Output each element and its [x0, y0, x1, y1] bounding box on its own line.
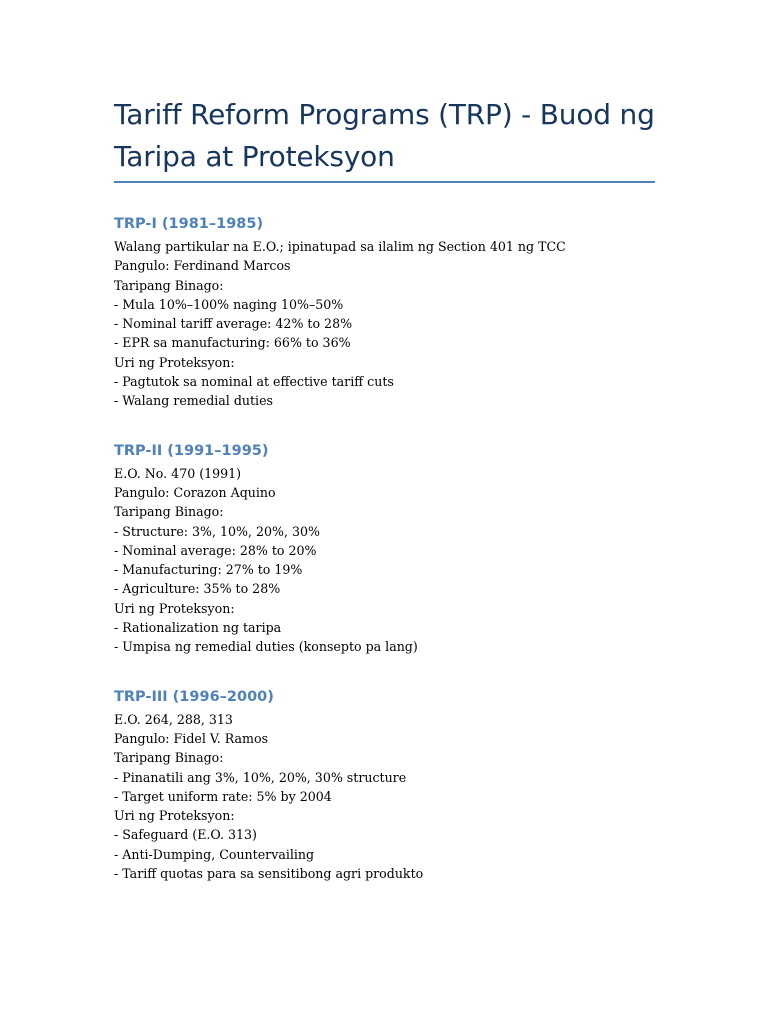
section-heading: TRP-I (1981–1985)	[114, 216, 264, 232]
section-line: Uri ng Proteksyon:	[114, 600, 235, 616]
section-line: Pangulo: Fidel V. Ramos	[114, 730, 269, 746]
section-line: Taripang Binago:	[114, 504, 224, 520]
section-line: - Safeguard (E.O. 313)	[114, 827, 257, 843]
section-line: - Agriculture: 35% to 28%	[114, 581, 281, 597]
section-body	[114, 710, 655, 884]
section-line: - Tariff quotas para sa sensitibong agri produkto	[114, 866, 424, 882]
section-line: - Nominal average: 28% to 20%	[114, 542, 317, 558]
section-line: Uri ng Proteksyon:	[114, 354, 235, 370]
section-line: - Mula 10%–100% naging 10%–50%	[114, 296, 344, 312]
document-title: Tariff Reform Programs (TRP) - Buod ng Taripa at Proteksyon	[114, 98, 655, 173]
section-line: - Nominal tariff average: 42% to 28%	[114, 316, 353, 332]
section-trp-3	[114, 687, 655, 884]
section-trp-1	[114, 214, 655, 411]
section-body	[114, 237, 655, 411]
section-line: Pangulo: Corazon Aquino	[114, 484, 276, 500]
section-line: E.O. No. 470 (1991)	[114, 465, 242, 481]
section-line: - Walang remedial duties	[114, 393, 274, 409]
section-line: Taripang Binago:	[114, 750, 224, 766]
section-trp-2	[114, 441, 655, 657]
section-line: Uri ng Proteksyon:	[114, 808, 235, 824]
section-line: Walang partikular na E.O.; ipinatupad sa ilalim ng Section 401 ng TCC	[114, 239, 566, 254]
section-line: - EPR sa manufacturing: 66% to 36%	[114, 335, 351, 351]
section-line: - Pinanatili ang 3%, 10%, 20%, 30% structure	[114, 769, 407, 785]
section-line: - Structure: 3%, 10%, 20%, 30%	[114, 523, 320, 539]
title-underline	[114, 181, 655, 183]
section-line: - Rationalization ng taripa	[114, 620, 282, 636]
section-line: Pangulo: Ferdinand Marcos	[114, 258, 291, 274]
section-line: Taripang Binago:	[114, 277, 224, 293]
section-line: - Manufacturing: 27% to 19%	[114, 562, 303, 578]
section-line: - Target uniform rate: 5% by 2004	[114, 788, 332, 804]
document-page	[114, 0, 655, 883]
section-line: E.O. 264, 288, 313	[114, 711, 233, 727]
section-line: - Pagtutok sa nominal at effective tariff cuts	[114, 374, 394, 390]
section-body	[114, 464, 655, 657]
section-heading: TRP-II (1991–1995)	[114, 442, 269, 459]
section-line: - Anti-Dumping, Countervailing	[114, 846, 315, 862]
section-heading: TRP-III (1996–2000)	[114, 688, 274, 705]
section-line: - Umpisa ng remedial duties (konsepto pa lang)	[114, 639, 418, 655]
